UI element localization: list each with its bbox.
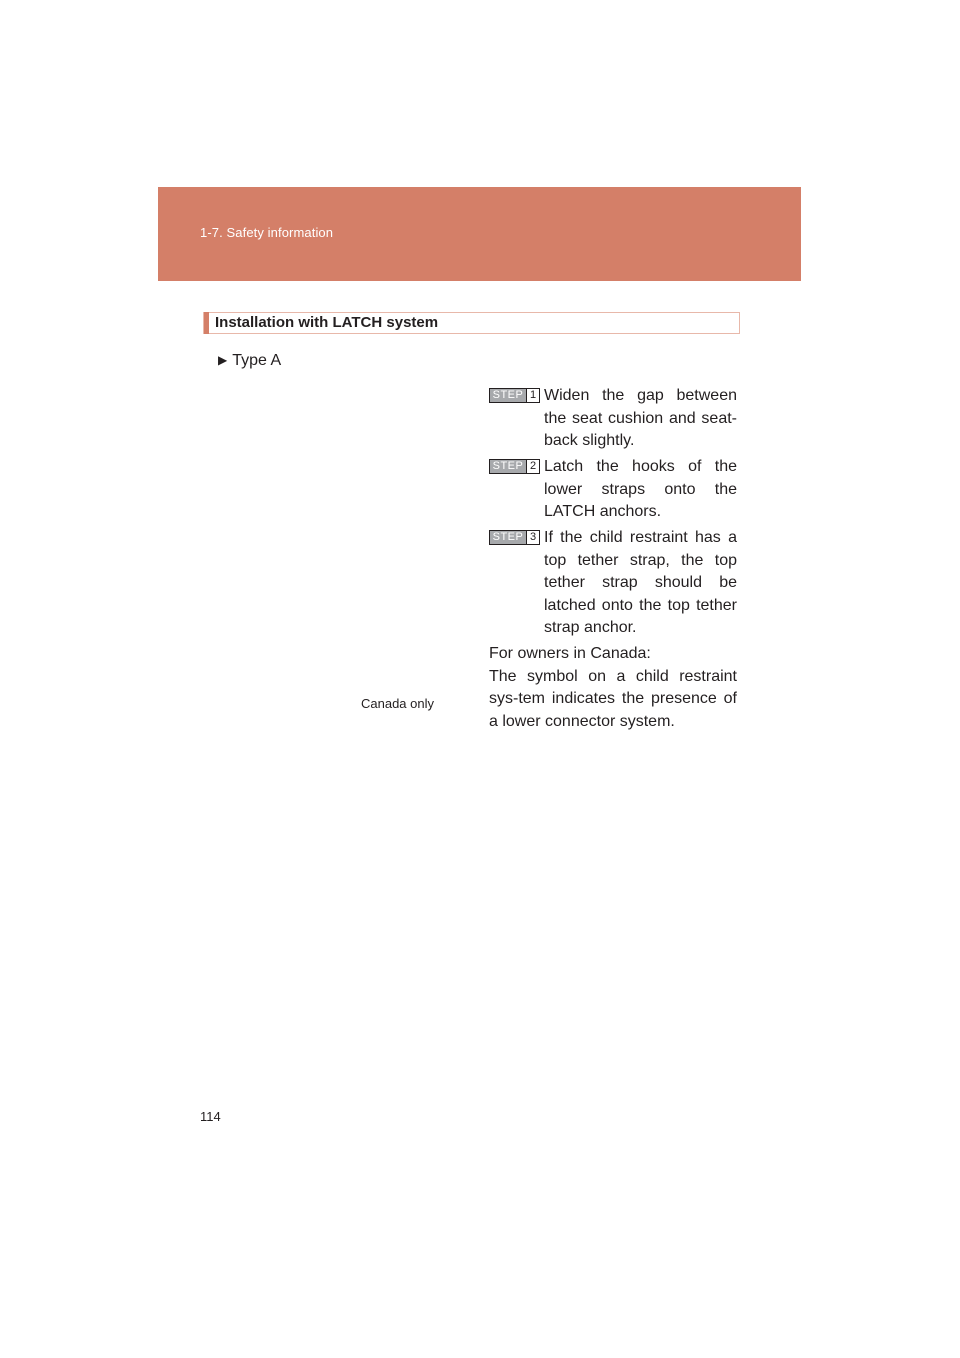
figure-caption: Canada only bbox=[361, 696, 434, 711]
canada-owners-note bbox=[489, 643, 737, 733]
step-3 bbox=[489, 527, 737, 640]
step-text: If the child restraint has a top tether strap, the top tether strap should be latched onto the top tether strap anchor. bbox=[544, 529, 737, 637]
section-heading-accent bbox=[204, 312, 209, 334]
section-heading-bar bbox=[203, 312, 740, 334]
step-badge-label: STEP bbox=[490, 389, 526, 402]
step-badge-label: STEP bbox=[490, 460, 526, 473]
step-badge-number: 3 bbox=[526, 531, 539, 544]
step-1 bbox=[489, 385, 737, 453]
section-title: Installation with LATCH system bbox=[215, 314, 439, 331]
step-2 bbox=[489, 456, 737, 524]
step-badge bbox=[489, 459, 540, 474]
owners-note-body: The symbol on a child restraint sys-tem indicates the presence of a lower connector system. bbox=[489, 667, 737, 730]
triangle-right-icon: ▶ bbox=[218, 353, 228, 367]
step-text: Widen the gap between the seat cushion and seat-back slightly. bbox=[544, 387, 737, 450]
type-label bbox=[218, 352, 281, 370]
step-badge-number: 2 bbox=[526, 460, 539, 473]
page-number: 114 bbox=[200, 1109, 221, 1124]
type-label-text: Type A bbox=[232, 352, 282, 369]
owners-note-heading: For owners in Canada: bbox=[489, 645, 651, 662]
step-badge-number: 1 bbox=[526, 389, 539, 402]
step-badge bbox=[489, 530, 540, 545]
header-section-title: 1-7. Safety information bbox=[200, 225, 334, 240]
step-badge bbox=[489, 388, 540, 403]
header-band bbox=[158, 187, 801, 281]
step-text: Latch the hooks of the lower straps onto the LATCH anchors. bbox=[544, 458, 737, 521]
step-badge-label: STEP bbox=[490, 531, 526, 544]
